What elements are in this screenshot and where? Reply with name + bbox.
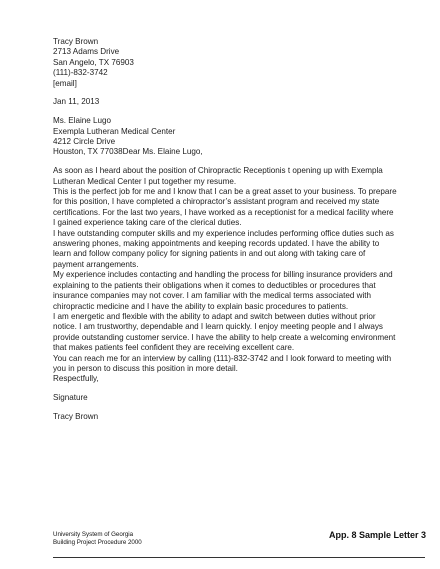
sender-city: San Angelo, TX 76903 (53, 57, 134, 67)
cover-letter (53, 37, 398, 431)
body-paragraph-4: My experience includes contacting and handling the process for billing insurance providers and explaining to the patients their obligations when it comes to deductibles or procedures that insurance companies may not cover. I am familiar with the medical terms associated with chiropractic medicine and I have the ability to explain basic procedures to patients. (53, 270, 393, 311)
body-paragraph-6: You can reach me for an interview by calling (111)-832-3742 and I look forward to meeting with you in person to discuss this position in more detail. (53, 353, 392, 373)
closing-valediction: Respectfully, (53, 374, 99, 384)
body-paragraph-2: This is the perfect job for me and I know that I can be a great asset to your business. To prepare for this position, I have completed a chiropractor’s assistant program and received my state certifications. For the last two years, I have worked as a receptionist for a medical facility where I gained experience taking care of the clerical duties. (53, 187, 397, 228)
recipient-street: 4212 Circle Drive (53, 137, 116, 147)
letter-date-block (53, 97, 398, 107)
footer-procedure: Building Project Procedure 2000 (53, 539, 142, 546)
footer-rule (53, 557, 425, 558)
recipient-address (53, 116, 398, 158)
recipient-name: Ms. Elaine Lugo (53, 116, 112, 126)
sender-street: 2713 Adams Drive (53, 47, 120, 57)
recipient-organization: Exempla Lutheran Medical Center (53, 126, 176, 136)
closing-name: Tracy Brown (53, 411, 99, 421)
footer-organization: University System of Georgia (53, 531, 134, 538)
sender-name: Tracy Brown (53, 37, 99, 46)
footer-sample-label: App. 8 Sample Letter 3 (328, 530, 426, 540)
body-paragraph-1: As soon as I heard about the position of Chiropractic Receptionis t opening up with Exempla Lutheran Medical Center I put together my resume. (53, 166, 383, 186)
closing-name-block (53, 412, 398, 422)
sender-phone: (111)-832-3742 (53, 68, 108, 78)
footer-left (53, 531, 142, 547)
sender-email: [email] (53, 78, 77, 88)
signature-block (53, 393, 398, 403)
signature: Signature (53, 393, 88, 403)
body-paragraph-3: I have outstanding computer skills and my experience includes performing office duties such as answering phones, making appointments and keeping records updated. I have the ability to learn and follow company policy for signing patients in and out along with taking care of payment arrangements. (53, 228, 394, 269)
letter-date: Jan 11, 2013 (53, 97, 100, 107)
sender-address (53, 37, 398, 89)
closing-valediction-block (53, 374, 398, 384)
body-paragraph-5: I am energetic and flexible with the ability to adapt and switch between duties without prior notice. I am trustworthy, dependable and I learn quickly. I enjoy meeting people and I always provide outstanding customer service. I have the ability to help create a welcoming environment that makes patients feel confident they are receiving excellent care. (53, 311, 396, 353)
recipient-city-salutation: Houston, TX 77038Dear Ms. Elaine Lugo, (53, 147, 203, 157)
